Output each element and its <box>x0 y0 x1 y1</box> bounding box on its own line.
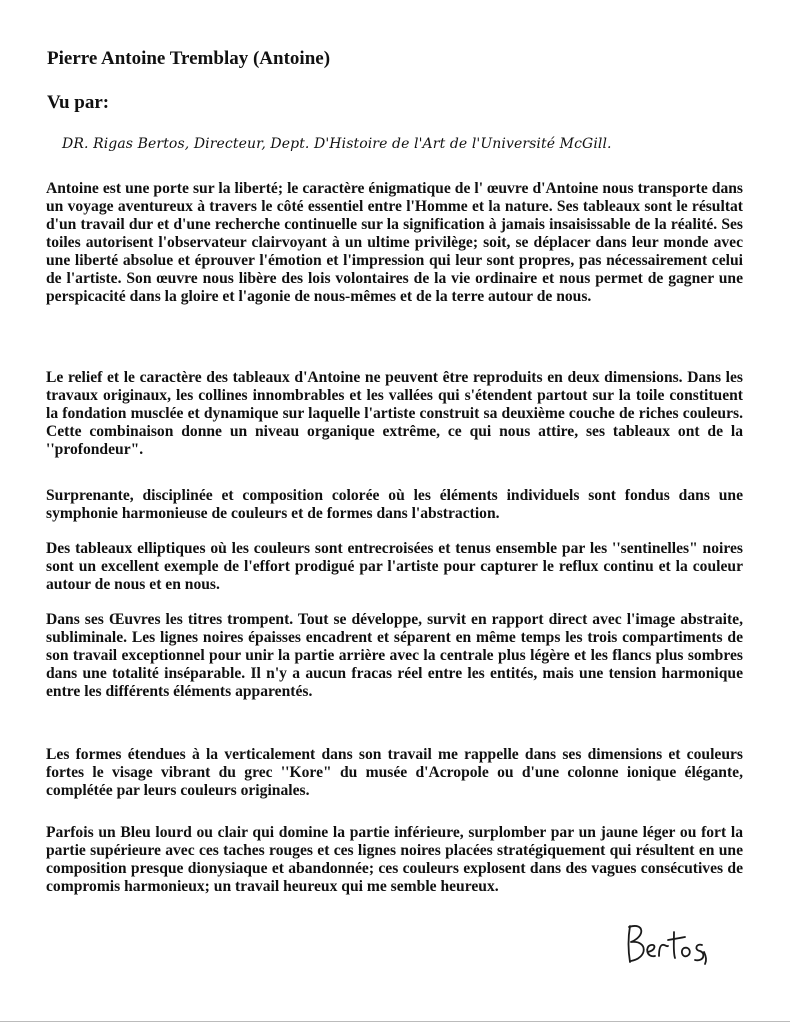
paragraph-7: Parfois un Bleu lourd ou clair qui domine la partie inférieure, surplomber par un jaune léger ou fort la partie supérieure avec ces taches rouges et ces lignes noires placées stratégiquement qui résultent en une composition presque dionysiaque et abandonnée; ces couleurs explosent dans des vagues consécutives de compromis harmonieux; un travail heureux qui me semble heureux. <box>46 824 743 895</box>
paragraph-3: Surprenante, disciplinée et composition colorée où les éléments individuels sont fondus dans une symphonie harmonieuse de couleurs et de formes dans l'abstraction. <box>46 487 743 522</box>
paragraph-2: Le relief et le caractère des tableaux d'Antoine ne peuvent être reproduits en deux dimensions. Dans les travaux originaux, les collines innombrables et les vallées qui s'étendent partout sur la toile constituent la fondation musclée et dynamique sur laquelle l'artiste construit sa deuxième couche de riches couleurs. Cette combinaison donne un niveau organique extrême, ce qui nous attire, ses tableaux ont de la ''profondeur". <box>46 369 743 458</box>
handwritten-signature <box>622 918 714 968</box>
paragraph-6: Les formes étendues à la verticalement dans son travail me rappelle dans ses dimensions et couleurs fortes le visage vibrant du grec ''Kore" du musée d'Acropole ou d'une colonne ionique élégante, complétée par leurs couleurs originales. <box>46 746 743 799</box>
page-title: Pierre Antoine Tremblay (Antoine) <box>47 48 331 69</box>
bottom-border <box>0 1021 790 1022</box>
author-byline: DR. Rigas Bertos, Directeur, Dept. D'Histoire de l'Art de l'Université McGill. <box>62 136 612 152</box>
paragraph-5: Dans ses Œuvres les titres trompent. Tout se développe, survit en rapport direct avec l'image abstraite, subliminale. Les lignes noires épaisses encadrent et séparent en même temps les trois compartiments de son travail exceptionnel pour unir la partie arrière avec la centrale plus légère et les flancs plus sombres dans une totalité inséparable. Il n'y a aucun fracas réel entre les entités, mais une tension harmonique entre les différents éléments apparentés. <box>46 611 743 700</box>
paragraph-1: Antoine est une porte sur la liberté; le caractère énigmatique de l' œuvre d'Antoine nous transporte dans un voyage aventureux à travers le côté essentiel entre l'Homme et la nature. Ses tableaux sont le résultat d'un travail dur et d'une recherche continuelle sur la signification à jamais insaisissable de la réalité. Ses toiles autorisent l'observateur clairvoyant à un ultime privilège; soit, se déplacer dans leur monde avec une liberté absolue et éprouver l'émotion et l'impression qui leur sont propres, pas nécessairement celui de l'artiste. Son œuvre nous libère des lois volontaires de la vie ordinaire et nous permet de gagner une perspicacité dans la gloire et l'agonie de nous-mêmes et de la terre autour de nous. <box>46 180 743 305</box>
page-subtitle: Vu par: <box>47 92 110 113</box>
paragraph-4: Des tableaux elliptiques où les couleurs sont entrecroisées et tenus ensemble par les ''sentinelles" noires sont un excellent exemple de l'effort prodigué par l'artiste pour capturer le reflux continu et la couleur autour de nous et en nous. <box>46 540 743 593</box>
